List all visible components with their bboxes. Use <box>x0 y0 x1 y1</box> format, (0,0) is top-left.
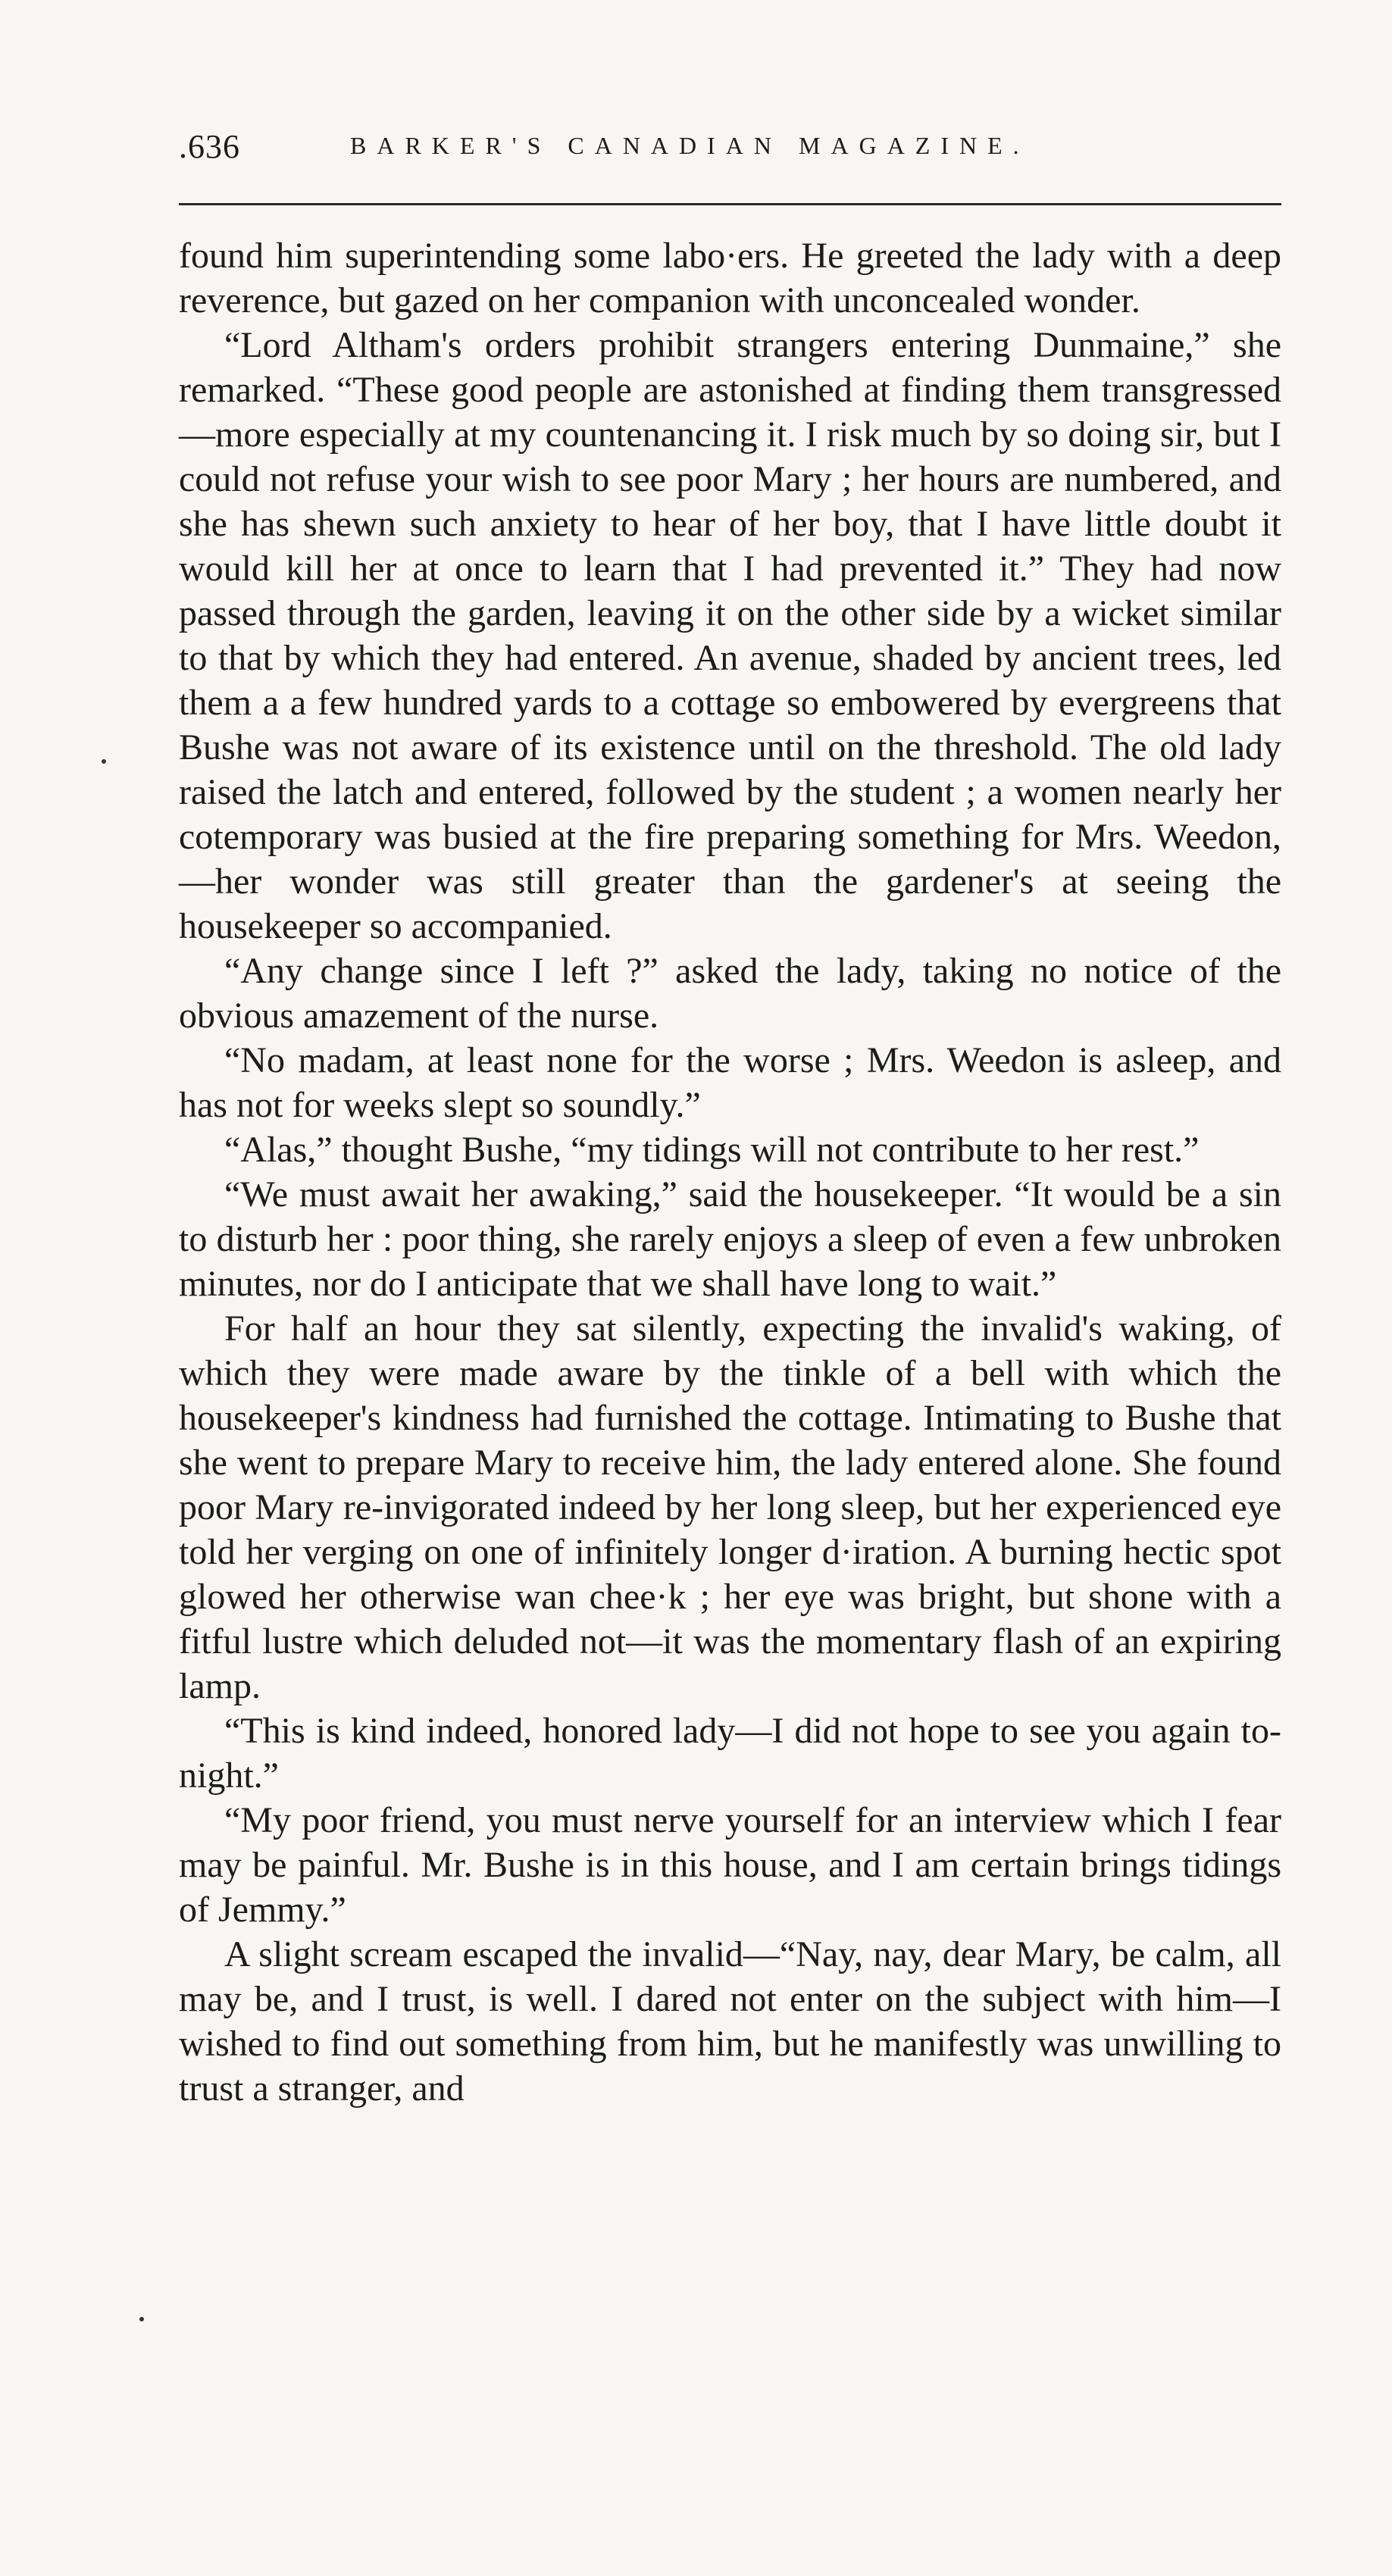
paragraph: “Any change since I left ?” asked the lady, taking no notice of the obvious amazement of the nurse. <box>179 951 1281 1036</box>
page-header <box>179 114 1281 174</box>
header-rule <box>179 203 1281 205</box>
paragraph: “Alas,” thought Bushe, “my tidings will not contribute to her rest.” <box>224 1130 1200 1170</box>
paragraph: “No madam, at least none for the worse ; Mrs. Weedon is asleep, and has not for weeks slept so soundly.” <box>179 1040 1281 1125</box>
paragraph: “We must await her awaking,” said the housekeeper. “It would be a sin to disturb her : poor thing, she rarely enjoys a sleep of even a few unbroken minutes, nor do I anticipate that we shall have long to wait.” <box>179 1174 1281 1304</box>
paragraph: found him superintending some labo·ers. He greeted the lady with a deep reverence, but gazed on her companion with unconcealed wonder. <box>179 236 1281 320</box>
paragraph: “Lord Altham's orders prohibit strangers entering Dunmaine,” she remarked. “These good people are astonished at finding them transgressed—more especially at my countenancing it. I risk much by so doing sir, but I could not refuse your wish to see poor Mary ; her hours are numbered, and she has shewn such anxiety to hear of her boy, that I have little doubt it would kill her at once to learn that I had prevented it.” They had now passed through the garden, leaving it on the other side by a wicket similar to that by which they had entered. An avenue, shaded by ancient trees, led them a a few hundred yards to a cottage so embowered by evergreens that Bushe was not aware of its existence until on the threshold. The old lady raised the latch and entered, followed by the student ; a women nearly her cotemporary was busied at the fire preparing something for Mrs. Weedon,—her wonder was still greater than the gardener's at seeing the housekeeper so accompanied. <box>179 325 1281 946</box>
margin-speck <box>102 759 106 764</box>
body-text <box>179 233 1281 2111</box>
paragraph: A slight scream escaped the invalid—“Nay, nay, dear Mary, be calm, all may be, and I trust, is well. I dared not enter on the subject with him—I wished to find out something from him, but he manifestly was unwilling to trust a stranger, and <box>179 1934 1281 2109</box>
page-number: .636 <box>179 128 240 165</box>
paragraph: For half an hour they sat silently, expecting the invalid's waking, of which they were made aware by the tinkle of a bell with which the housekeeper's kindness had furnished the cottage. Intimating to Bushe that she went to prepare Mary to receive him, the lady entered alone. She found poor Mary re-invigorated indeed by her long sleep, but her experienced eye told her verging on one of infinitely longer d·iration. A burning hectic spot glowed her otherwise wan chee·k ; her eye was bright, but shone with a fitful lustre which deluded not—it was the momentary flash of an expiring lamp. <box>179 1308 1281 1706</box>
magazine-page <box>179 114 1281 2109</box>
paragraph: “This is kind indeed, honored lady—I did not hope to see you again to-night.” <box>179 1711 1281 1796</box>
running-head: BARKER'S CANADIAN MAGAZINE. <box>350 132 1030 159</box>
paragraph: “My poor friend, you must nerve yourself for an interview which I fear may be painful. Mr. Bushe is in this house, and I am certain brings tidings of Jemmy.” <box>179 1800 1281 1930</box>
margin-speck <box>139 2317 144 2321</box>
